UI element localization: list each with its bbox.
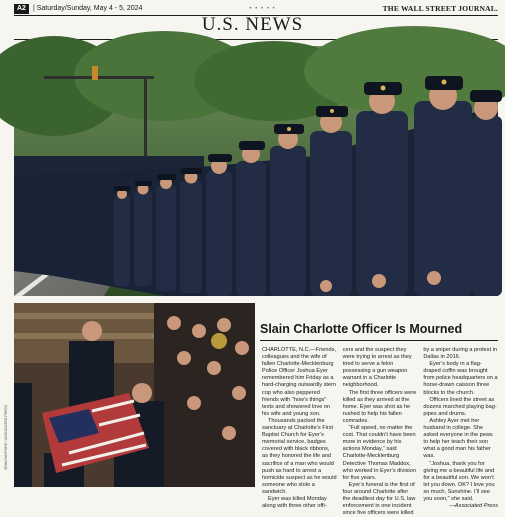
wire-credit: —Associated Press [449,503,499,510]
paragraph: The first three officers were killed as they arrived at the home. Eyer was shot as he rushed to help his fallen comrades. [342,389,417,424]
photo-credit: SEAN RAYFORD / ASSOCIATED PRESS [4,404,8,470]
page-number: A2 [14,4,29,14]
paragraph: Officers lined the street as dozens marched playing bag-pipes and drums. [423,396,497,417]
paragraph: “Full speed, no matter the cost. That couldn’t have been more in evidence by his actions Monday,” said Charlotte-Mecklenburg Detective Thomas Maddox, who worked in Eyer’s division for five years. [342,425,416,481]
headline: Slain Charlotte Officer Is Mourned [260,322,463,336]
headline-rule [260,340,498,341]
paragraph: CHARLOTTE, N.C.—Friends, colleagues and the wife of fallen Charlotte-Mecklenburg Police Officer Joshua Eyer remembered him Friday as a hard-charging outwardly stern cop who also peppered friends with “how’s things” texts and showered love on his wife and young son. [262,347,336,417]
paragraph: Eyer was killed Monday along with three other offi- [262,495,327,510]
main-photo [14,46,498,296]
paragraph: by a sniper during a protest in Dallas in 2016. [423,347,498,361]
article-column-3 [423,347,499,510]
article-column-1 [262,347,337,510]
ornament: • • • • • [249,6,276,12]
paragraph: cers and the suspect they were trying to arrest as they tried to serve a felon possessing a gun weapon warrant in a Charlotte neighborhood. [342,347,412,389]
article-column-2 [342,347,418,517]
paper-name: THE WALL STREET JOURNAL. [382,4,498,13]
flag-draped-casket-image [14,303,255,487]
paragraph: Ashley Ayer met her husband in college. She asked everyone in the pews to help her teach their son what a good man his father was. [423,417,493,460]
section-title: U.S. NEWS [201,14,304,35]
paragraph: Eyer’s body in a flag-draped coffin was brought from police headquarters on a horse-drawn caisson three blocks to the church. [423,361,498,396]
funeral-photo [14,303,255,487]
article-body [262,347,499,517]
paragraph: Thousands packed the sanctuary at Charlotte’s First Baptist Church for Eyer’s memorial service, badges covered with black ribbons, as they honored the life and sacrifice of a man who would push as hard to arrest a homicide suspect as he would someone who stole a sandwich. [262,417,337,495]
officers-procession-image [14,46,498,296]
paragraph: “Joshua, thank you for giving me a beautiful life and for a beautiful son. We won’t let you down. OK? I love you so much, Sunshine. I’ll see you soon,” she said. [423,460,495,502]
dateline: | Saturday/Sunday, May 4 - 5, 2024 [32,5,143,12]
paragraph: Eyer’s funeral is the first of four around Charlotte after the deadliest day for U.S. law enforcement in one incident since five officers were killed [342,481,416,517]
